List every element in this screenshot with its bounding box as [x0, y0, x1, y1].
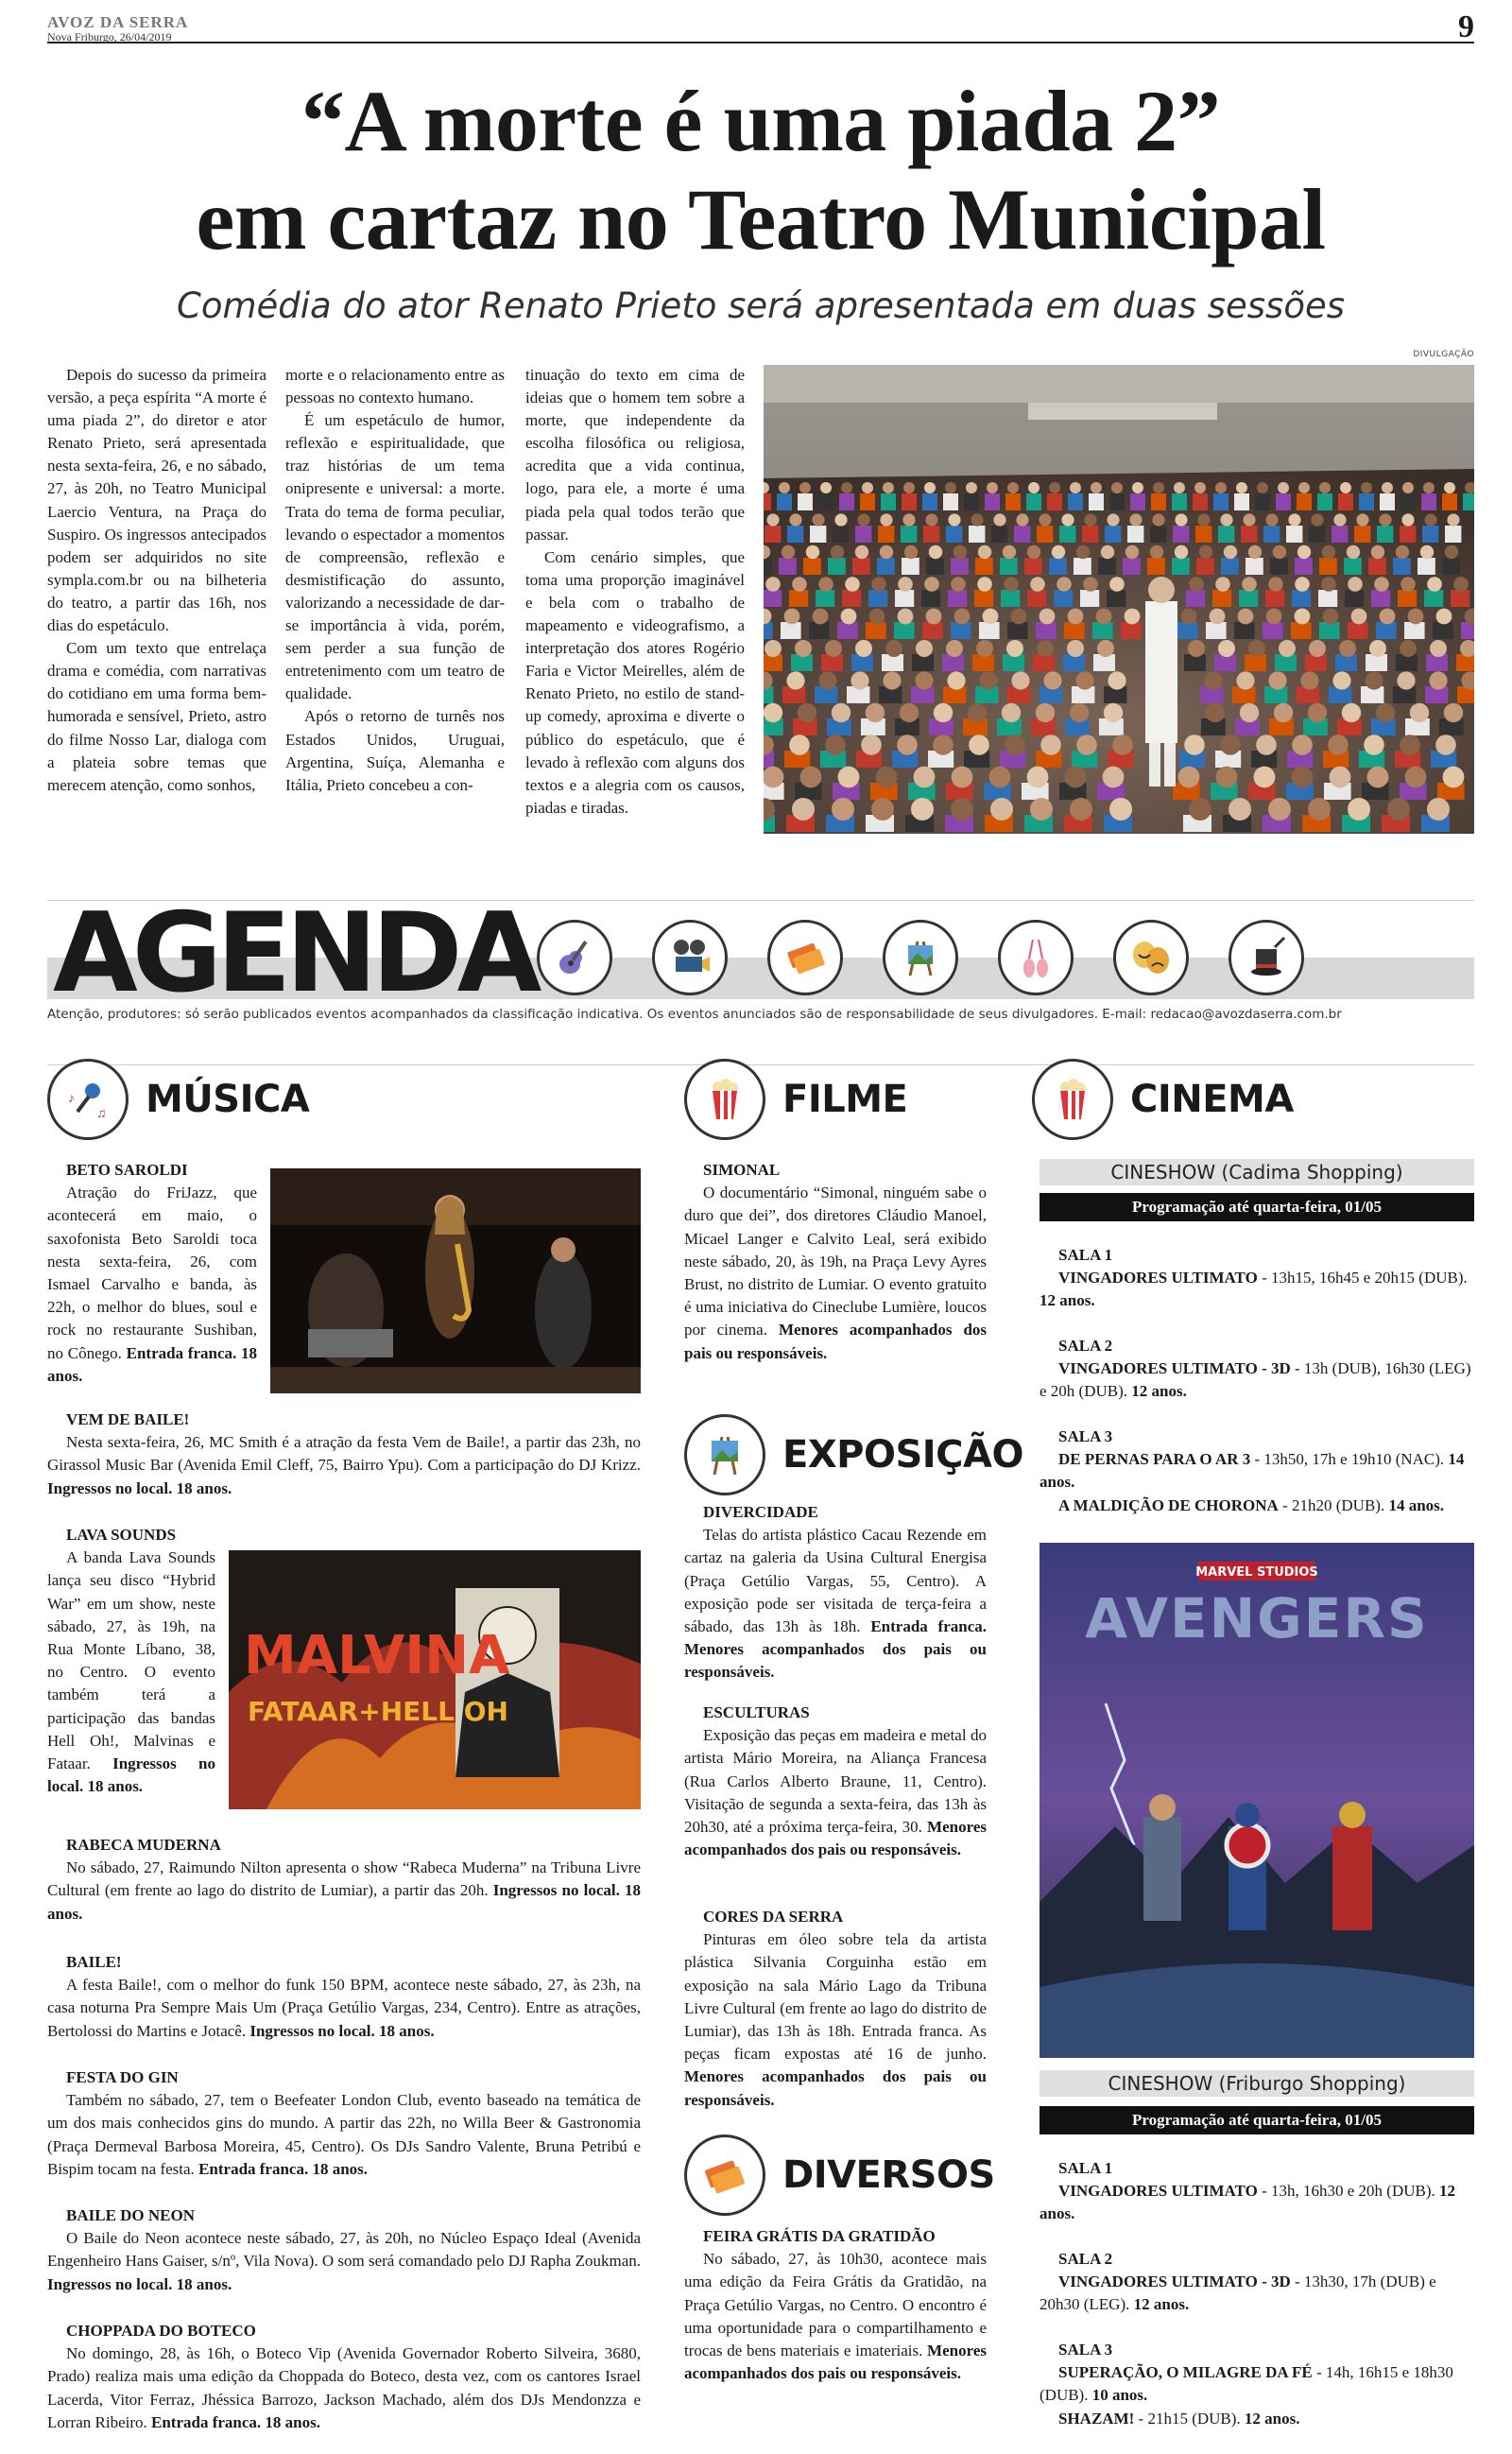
listing-title: LAVA SOUNDS: [66, 1526, 177, 1544]
article-paragraph: Depois do sucesso da primeira versão, a peça espírita “A morte é uma piada 2”, do diretor e ator Renato Prieto, será apresentada nesta sexta-feira, 26, e no sábado, 27, às 20h, no Teatro Municipal Laercio Ventura, na Praça do Suspiro. Os ingressos antecipados podem ser adquiridos no site sympla.com.br ou na bilheteria do teatro, a partir das 16h, nos dias do espetáculo.: [47, 366, 266, 635]
listing-title: FESTA DO GIN: [66, 2068, 179, 2086]
listing-text: Pinturas em óleo sobre tela da artista plástica Silvania Corguinha estão em exposição na sala Mário Lago da Tribuna Livre Cultural (em frente ao lago do distrito de Lumiar), das 13h às 18h. Entrada franca. As peças ficam expostas até 16 de junho. Menores acompanhados dos pais ou responsáveis.: [684, 1930, 987, 2109]
listing-rabeca-muderna: [47, 1834, 641, 1926]
section-title: EXPOSIÇÃO: [782, 1433, 1023, 1477]
magic-hat-icon: [1228, 920, 1304, 995]
section-musica-header: [47, 1059, 309, 1140]
popcorn-icon: [1032, 1059, 1113, 1140]
guitar-icon: [537, 920, 612, 995]
sala-2-listing: SALA 2 VINGADORES ULTIMATO - 3D - 13h30, 17h (DUB) e 20h30 (LEG). 12 anos.: [1040, 2250, 1436, 2314]
article-paragraph: tinuação do texto em cima de ideias que o homem tem sobre a morte, que independente da escolha filosófica ou religiosa, acredita que a vida continua, logo, para ele, a morte é uma piada pela qual todos terão que passar.: [525, 366, 745, 544]
poster-title-malvina: MALVINA: [244, 1625, 510, 1686]
listing-simonal: [684, 1159, 987, 1365]
masthead: [47, 9, 1474, 44]
listing-title: BAILE DO NEON: [66, 2206, 196, 2224]
listing-divercidade: [684, 1501, 987, 1685]
microphone-icon: [47, 1059, 129, 1140]
svg-text:♫: ♫: [96, 1107, 107, 1121]
sala-1-listing: SALA 1 VINGADORES ULTIMATO - 13h15, 16h45 e 20h15 (DUB). 12 anos.: [1040, 1246, 1468, 1310]
tickets-icon: [684, 2134, 765, 2216]
theater-masks-icon: [1113, 920, 1189, 995]
sala-1-listing: SALA 1 VINGADORES ULTIMATO - 13h, 16h30 e 20h (DUB). 12 anos.: [1040, 2159, 1455, 2223]
sala-3-listing: SALA 3 SUPERAÇÃO, O MILAGRE DA FÉ - 14h, 16h15 e 18h30 (DUB). 10 anos. SHAZAM! - 21h15 (DUB). 12 anos.: [1040, 2341, 1453, 2428]
listing-lava-sounds: [47, 1524, 215, 1798]
poster-subtitle: FATAAR+HELL OH: [248, 1696, 508, 1727]
listing-text: No sábado, 27, às 10h30, acontece mais uma edição da Feira Grátis da Gratidão, na Praça Getúlio Vargas, no Centro. O encontro é uma oportunidade para o compartilhamento e trocas de bens materiais e imateriais. Menores acompanhados dos pais ou responsáveis.: [684, 2250, 987, 2383]
avengers-movie-poster: [1040, 1543, 1474, 2058]
section-title: CINEMA: [1130, 1078, 1294, 1121]
listing-title: CORES DA SERRA: [703, 1908, 844, 1926]
listing-title: DIVERCIDADE: [703, 1503, 818, 1521]
article-column-3: [525, 364, 745, 820]
listing-title: VEM DE BAILE!: [66, 1410, 190, 1428]
listing-choppada-do-boteco: [47, 2320, 641, 2434]
listing-text: A banda Lava Sounds lança seu disco “Hybrid War” em um show, neste sábado, 27, às 19h, na Rua Monte Líbano, 38, no Centro. O evento também terá a participação das bandas Hell Oh!, Malvinas e Fataar. Ingressos no local. 18 anos.: [47, 1548, 216, 1796]
listing-text: Nesta sexta-feira, 26, MC Smith é a atração da festa Vem de Baile!, a partir das 23h, no Girassol Music Bar (Avenida Emil Cleff, 75, Bairro Ypu). Com a participação do DJ Krizz. Ingressos no local. 18 anos.: [47, 1433, 641, 1497]
section-title: FILME: [782, 1078, 908, 1121]
listing-esculturas: [684, 1702, 987, 1861]
cinema-name-bar: CINESHOW (Friburgo Shopping): [1040, 2070, 1474, 2097]
listing-text: Também no sábado, 27, tem o Beefeater London Club, evento baseado na temática de um dos mais conhecidos gins do mundo. A partir das 22h, no Willa Beer & Gastronomia (Praça Dermeval Barbosa Moreira, 45, Centro). Os DJs Sandro Valente, Bruna Petribú e Bispim tocam na festa. Entrada franca. 18 anos.: [47, 2091, 641, 2178]
listing-baile: [47, 1951, 641, 2043]
listing-title: CHOPPADA DO BOTECO: [66, 2322, 256, 2340]
programacao-bar: Programação até quarta-feira, 01/05: [1040, 2106, 1474, 2134]
listing-text: Telas do artista plástico Cacau Rezende em cartaz na galeria da Usina Cultural Energisa (Praça Getúlio Vargas, 55, Centro). A exposição pode ser visitada de terça-feira a sábado, das 13h às 18h. Entrada franca. Menores acompanhados dos pais ou responsáveis.: [684, 1526, 987, 1682]
listing-text: No domingo, 28, às 16h, o Boteco Vip (Avenida Governador Roberto Silveira, 3680, Prado) realiza mais uma edição da Choppada do Boteco, desta vez, com os cantores Israel Lacerda, Vitor Ferraz, Jhéssica Barrozo, Jackson Machado, além dos DJs Mendonzza e Lorran Ribeiro. Entrada franca. 18 anos.: [47, 2344, 641, 2431]
listing-text: No sábado, 27, Raimundo Nilton apresenta o show “Rabeca Muderna” na Tribuna Livre Cultural (em frente ao lago do distrito de Lumiar), a partir das 20h. Ingressos no local. 18 anos.: [47, 1858, 642, 1923]
article-paragraph: Após o retorno de turnês nos Estados Unidos, Uruguai, Argentina, Suíça, Alemanha e Itália, Prieto concebeu a con-: [285, 707, 505, 794]
listing-title: FEIRA GRÁTIS DA GRATIDÃO: [703, 2227, 936, 2245]
agenda-title: AGENDA: [53, 890, 537, 1017]
listing-title: RABECA MUDERNA: [66, 1836, 221, 1854]
listing-title: SIMONAL: [703, 1161, 781, 1179]
page-number: 9: [1458, 9, 1474, 44]
article-column-1: [47, 364, 266, 797]
easel-icon: [883, 920, 958, 995]
listing-text: O Baile do Neon acontece neste sábado, 27, às 20h, no Núcleo Espaço Ideal (Avenida Engenheiro Hans Gaiser, s/nº, Vila Nova). O som será comandado pelo DJ Rapha Zoukman. Ingressos no local. 18 anos.: [47, 2229, 641, 2293]
listing-title: BETO SAROLDI: [66, 1161, 188, 1179]
section-title: MÚSICA: [146, 1078, 310, 1121]
sala-2-listing: SALA 2 VINGADORES ULTIMATO - 3D - 13h (DUB), 16h30 (LEG) e 20h (DUB). 12 anos.: [1040, 1337, 1471, 1401]
article-column-2: [285, 364, 505, 797]
headline-line1: “A morte é uma piada 2”: [301, 73, 1221, 169]
saxophonist-photo: [270, 1168, 641, 1393]
listing-festa-do-gin: [47, 2066, 641, 2181]
article-paragraph: Com um texto que entrelaça drama e comédia, com narrativas do cotidiano em uma forma bem-humorada e sensível, Prieto, astro do filme Nosso Lar, dialoga com a plateia sobre temas que merecem atenção, como sonhos,: [47, 639, 266, 794]
article-paragraph: Com cenário simples, que toma uma proporção imaginável e bela com o trabalho de mapeamento e videografismo, a interpretação dos atores Rogério Faria e Victor Meirelles, além de Renato Prieto, no estilo de stand-up comedy, aproxima e diverte o público do espetáculo, que é levado à reflexão com alguns dos textos e a alegria com os causos, piadas e tiradas.: [525, 547, 745, 817]
theater-audience-photo: [764, 365, 1474, 834]
listing-text: Exposição das peças em madeira e metal do artista Mário Moreira, na Aliança Francesa (Rua Carlos Alberto Braune, 11, Centro). Visitação de segunda a sexta-feira, das 13h às 20h30, até a próxima terça-feira, 30. Menores acompanhados dos pais ou responsáveis.: [684, 1726, 987, 1859]
film-projector-icon: [652, 920, 728, 995]
easel-icon: [684, 1414, 765, 1495]
listing-text: A festa Baile!, com o melhor do funk 150 BPM, acontece neste sábado, 27, às 23h, na casa noturna Pra Sempre Mais Um (Praça Getúlio Vargas, 234, Centro). Entre as atrações, Bertolossi do Martins e Jotacê. Ingressos no local. 18 anos.: [47, 1976, 641, 2040]
sala-3-listing: SALA 3 DE PERNAS PARA O AR 3 - 13h50, 17h e 19h10 (NAC). 14 anos. A MALDIÇÃO DE CHORONA - 21h20 (DUB). 14 anos.: [1040, 1427, 1465, 1514]
section-cinema-header: [1032, 1059, 1294, 1140]
issue-date: Nova Friburgo, 26/04/2019: [47, 30, 172, 43]
listing-feira-gratis: [684, 2225, 987, 2385]
section-diversos-header: [684, 2134, 995, 2216]
popcorn-icon: [684, 1059, 765, 1140]
section-filme-header: [684, 1059, 907, 1140]
subheadline: Comédia do ator Renato Prieto será apresentada em duas sessões: [176, 285, 1346, 326]
article-paragraph: morte e o relacionamento entre as pessoas no contexto humano.: [285, 366, 505, 407]
cinema-name-bar: CINESHOW (Cadima Shopping): [1040, 1159, 1474, 1185]
agenda-banner: [47, 890, 1474, 1040]
poster-title: AVENGERS: [1085, 1586, 1429, 1650]
listing-cores-da-serra: [684, 1906, 987, 2112]
programacao-bar: Programação até quarta-feira, 01/05: [1040, 1193, 1474, 1221]
listing-title: BAILE!: [66, 1953, 122, 1971]
agenda-notice: Atenção, produtores: só serão publicados eventos acompanhados da classificação indicativa. Os eventos anunciados são de responsabilidade de seus divulgadores. E-mail: redacao@avozdaserra.com.br: [47, 1007, 1342, 1022]
band-poster-image: [229, 1550, 641, 1809]
tickets-icon: [767, 920, 843, 995]
listing-title: ESCULTURAS: [703, 1703, 810, 1721]
listing-text: O documentário “Simonal, ninguém sabe o duro que dei”, dos diretores Cláudio Manoel, Micael Langer e Calvito Leal, será exibido neste sábado, 20, às 19h, na Praça Levy Ayres Brust, no distrito de Lumiar. O evento gratuito é uma iniciativa do Cineclube Lumière, loucos por cinema. Menores acompanhados dos pais ou responsáveis.: [684, 1184, 988, 1362]
poster-studio: MARVEL STUDIOS: [1195, 1565, 1318, 1580]
newspaper-name: AVOZ DA SERRA: [47, 13, 189, 31]
svg-text:♪: ♪: [68, 1092, 75, 1106]
listing-baile-do-neon: [47, 2204, 641, 2296]
headline-line2: em cartaz no Teatro Municipal: [196, 171, 1326, 268]
ballet-shoes-icon: [998, 920, 1074, 995]
section-title: DIVERSOS: [782, 2153, 995, 2197]
article-paragraph: É um espetáculo de humor, reflexão e espiritualidade, que traz histórias de um tema onipresente e universal: a morte. Trata do tema de forma peculiar, levando o espectador a momentos de compreensão, reflexão e desmistificação do assunto, valorizando a necessidade de dar-se importância à vida, porém, sem perder a sua função de entretenimento com um teatro de qualidade.: [285, 411, 505, 703]
listing-text: Atração do FriJazz, que acontecerá em maio, o saxofonista Beto Saroldi toca nesta sexta-feira, 26, com Ismael Carvalho e banda, às 22h, o melhor do blues, soul e rock no restaurante Sushiban, no Cônego. Entrada franca. 18 anos.: [47, 1184, 257, 1385]
photo-credit: DIVULGAÇÃO: [1413, 350, 1474, 359]
listing-beto-saroldi: [47, 1159, 257, 1388]
listing-vem-de-baile: [47, 1408, 641, 1500]
agenda-icon-row: [537, 920, 1304, 995]
section-exposicao-header: [684, 1414, 1023, 1495]
